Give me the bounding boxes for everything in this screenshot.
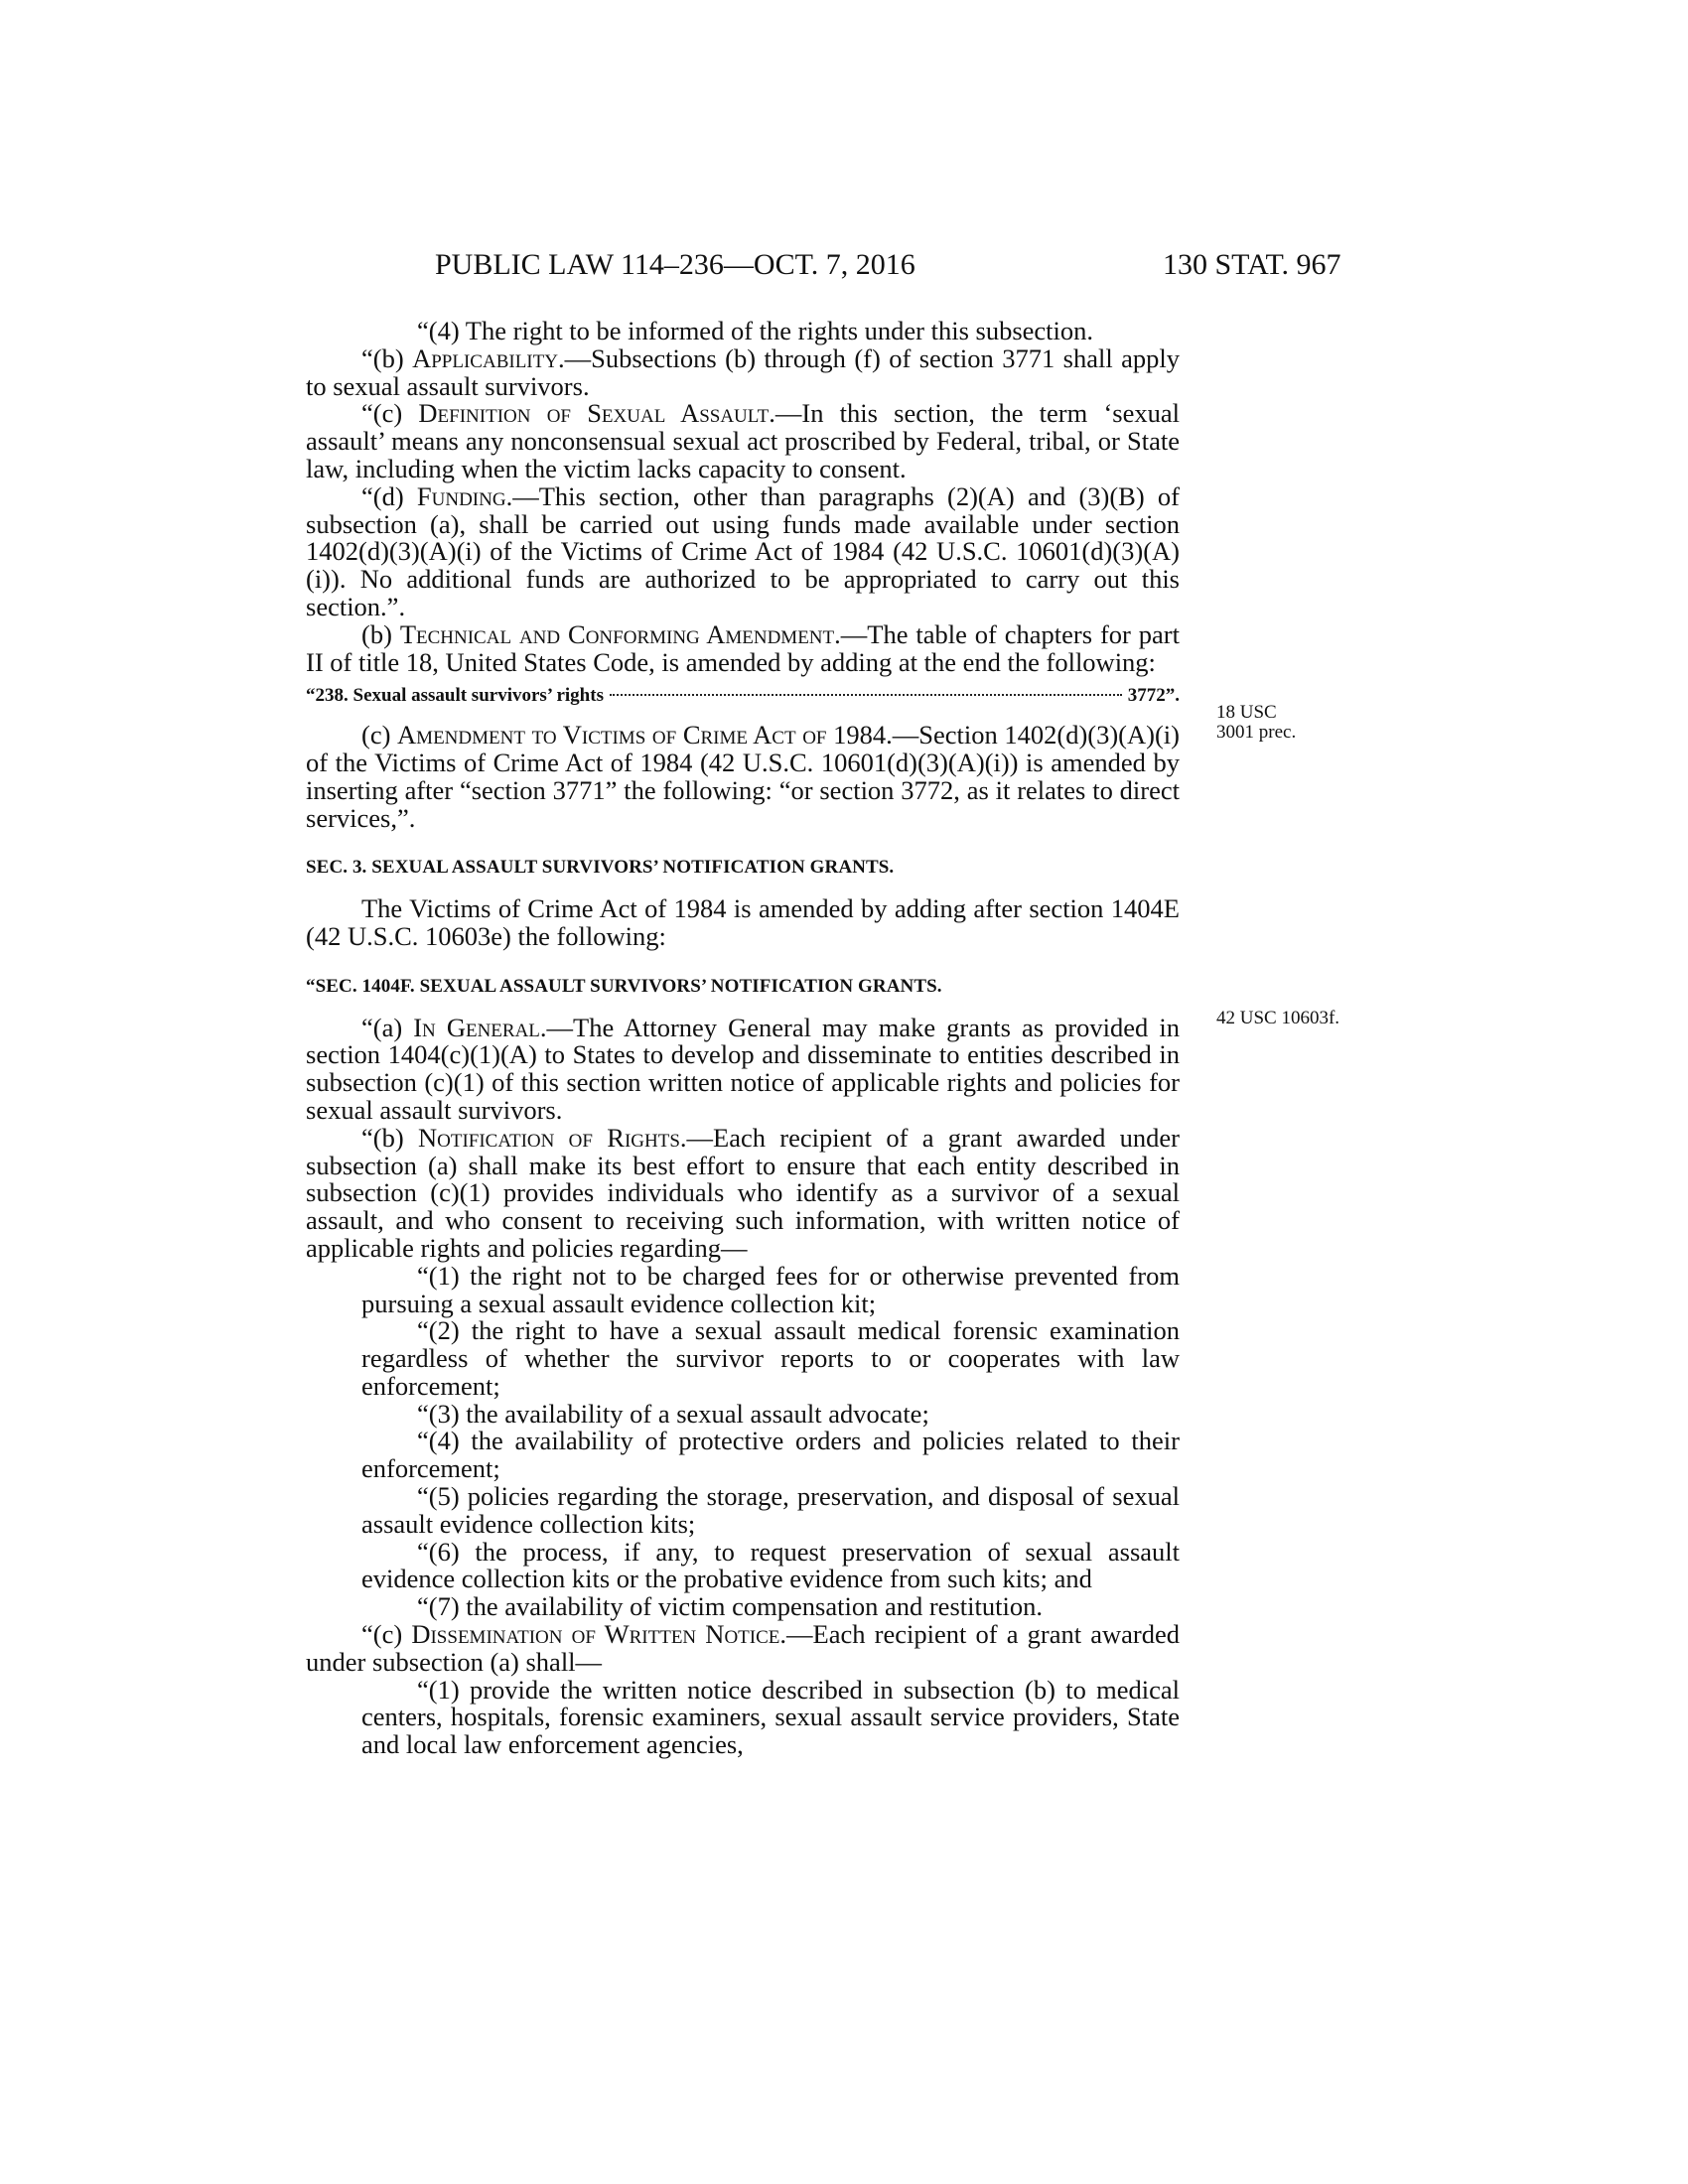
para-heading: Definition of Sexual Assault <box>418 398 770 429</box>
paragraph-d-funding <box>306 480 1180 621</box>
para-heading: Technical and Conforming Amendment <box>399 618 835 649</box>
paragraph-sec3-intro: The Victims of Crime Act of 1984 is amended by adding after section 1404E (42 U.S.C. 10603e) the following: <box>306 893 1180 951</box>
para-open: “(b) <box>361 342 413 373</box>
toc-number: 3772”. <box>1127 685 1180 707</box>
para-heading: Applicability <box>412 342 558 373</box>
para-heading: Amendment to Victims of Crime Act of 1984 <box>397 720 887 751</box>
para-rest: .—In this section, the term ‘sexual assault’ means any nonconsensual sexual act proscribed by Federal, tribal, or State law, including when the victim lacks capacity to consent. <box>306 398 1180 483</box>
list-item: “(1) provide the written notice described in subsection (b) to medical centers, hospitals, forensic examiners, sexual assault service providers, State and local law enforcement agencies, <box>361 1674 1180 1760</box>
list-item: “(2) the right to have a sexual assault medical forensic examination regardless of whether the survivor reports to or cooperates with law enforcement; <box>361 1315 1180 1401</box>
para-open: “(c) <box>361 398 419 429</box>
margin-note-42-usc: 42 USC 10603f. <box>1216 1008 1340 1028</box>
paragraph-c-definition <box>306 400 1180 482</box>
toc-leader-dots <box>610 694 1122 696</box>
para-heading: Funding <box>416 480 506 511</box>
para-rest: .—Section 1402(d)(3)(A)(i) of the Victims of Crime Act of 1984 (42 U.S.C. 10601(d)(3)(A)(i)) is amended by inserting after “section 3771” the following: “or section 3772, as it relates to direct services,”. <box>306 720 1180 833</box>
para-open: (b) <box>361 618 400 649</box>
para-rest: .—Each recipient of a grant awarded under subsection (a) shall make its best effort to ensure that each entity described in subsection (c)(1) provides individuals who identify as a survivor of a sexual assault, and who consent to receiving such information, with written notice of applicable rights and policies regarding— <box>306 1122 1180 1263</box>
toc-label: “238. Sexual assault survivors’ rights <box>306 685 604 707</box>
para-open: “(b) <box>361 1122 418 1153</box>
list-item: “(4) the availability of protective orders and policies related to their enforcement; <box>361 1426 1180 1484</box>
para-rest: .—Subsections (b) through (f) of section 3771 shall apply to sexual assault survivors. <box>306 342 1180 401</box>
list-item: “(6) the process, if any, to request preservation of sexual assault evidence collection kits or the probative evidence from such kits; and <box>361 1536 1180 1594</box>
margin-note-line: 3001 prec. <box>1216 722 1297 743</box>
list-item: “(3) the availability of a sexual assault advocate; <box>417 1398 929 1429</box>
para-heading: Notification of Rights <box>417 1122 680 1153</box>
para-open: “(a) <box>361 1012 414 1042</box>
paragraph-4: “(4) The right to be informed of the rights under this subsection. <box>417 316 1094 345</box>
paragraph-b-applicability <box>306 342 1180 401</box>
para-open: (c) <box>361 720 398 751</box>
para-open: “(d) <box>361 480 417 511</box>
paragraph-c-amendment <box>306 722 1180 832</box>
table-of-chapters-entry <box>306 682 1180 710</box>
section-1404f-heading: “SEC. 1404F. SEXUAL ASSAULT SURVIVORS’ NOTIFICATION GRANTS. <box>306 975 942 997</box>
list-item: “(5) policies regarding the storage, preservation, and disposal of sexual assault evidence collection kits; <box>361 1481 1180 1539</box>
paragraph-b-notification <box>306 1122 1180 1263</box>
list-item: “(1) the right not to be charged fees for or otherwise prevented from pursuing a sexual assault evidence collection kit; <box>361 1260 1180 1318</box>
page-header-title: PUBLIC LAW 114–236—OCT. 7, 2016 <box>435 248 915 281</box>
para-heading: In General <box>413 1012 540 1042</box>
para-rest: .—Each recipient of a grant awarded under subsection (a) shall— <box>306 1619 1180 1677</box>
para-open: “(c) <box>361 1619 412 1650</box>
paragraph-c-dissemination <box>306 1621 1180 1677</box>
list-item: “(7) the availability of victim compensation and restitution. <box>417 1591 1043 1622</box>
para-rest: .—This section, other than paragraphs (2)(A) and (3)(B) of subsection (a), shall be carried out using funds made available under section 1402(d)(3)(A)(i) of the Victims of Crime Act of 1984 (42 U.S.C. 10601(d)(3)(A)(i)). No additional funds are authorized to be appropriated to carry out this section.”. <box>306 480 1180 621</box>
para-rest: .—The Attorney General may make grants as provided in section 1404(c)(1)(A) to States to develop and disseminate to entities described in subsection (c)(1) of this section written notice of applicable rights and policies for sexual assault survivors. <box>306 1012 1180 1125</box>
margin-note-18-usc <box>1216 703 1296 743</box>
paragraph-b-technical <box>306 618 1180 677</box>
section-3-heading: SEC. 3. SEXUAL ASSAULT SURVIVORS’ NOTIFICATION GRANTS. <box>306 857 895 879</box>
para-rest: .—The table of chapters for part II of title 18, United States Code, is amended by adding at the end the following: <box>306 618 1180 677</box>
body-text <box>306 318 1180 1759</box>
para-heading: Dissemination of Written Notice <box>411 1619 780 1650</box>
margin-note-line: 18 USC <box>1216 702 1277 723</box>
page-header-stat: 130 STAT. 967 <box>1163 248 1341 281</box>
paragraph-a-in-general <box>306 1012 1180 1125</box>
